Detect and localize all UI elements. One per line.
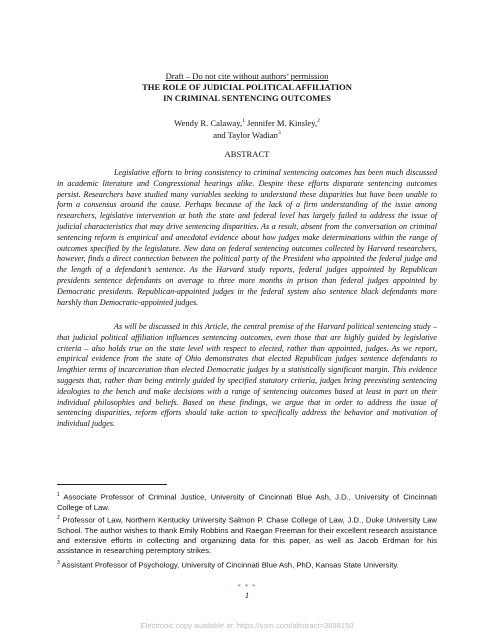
abstract-paragraph-1 (57, 168, 437, 308)
footnote-marker: 3 (277, 130, 281, 137)
author-name: Jennifer M. Kinsley, (244, 117, 318, 128)
author-line-2 (0, 128, 494, 140)
page-number: 1 (244, 590, 250, 600)
footnote-marker: 3 (57, 560, 60, 566)
author-name: Wendy R. Calaway, (174, 117, 243, 128)
paper-title (0, 82, 494, 103)
footnote-2 (57, 513, 437, 556)
title-line-1: THE ROLE OF JUDICIAL POLITICAL AFFILIATION (142, 82, 352, 92)
footnote-1 (57, 490, 437, 513)
footnote-text: Professor of Law, Northern Kentucky University Salmon P. Chase College of Law, J.D., Duke University Law School. The author wishes to thank Emily Robbins and Raegan Freeman for their excellent research assistance and extensive efforts in collecting and organizing data for this paper, as well as Jacob Erdman for his assistance in researching peremptory strikes. (57, 515, 437, 556)
footnote-marker: 1 (242, 118, 245, 124)
separator-stars: * * * (237, 583, 257, 591)
footnote-divider (57, 484, 167, 485)
paragraph-text: Legislative efforts to bring consistency to criminal sentencing outcomes has been much discussed in academic literature and Congressional hearings alike. Despite these efforts disparate sentencing outcomes persist. Researchers have studied many variables seeking to understand these disparities but have been unable to form a consensus around the cause. Perhaps because of the lack of a firm understanding of the issue among researchers, legislative intervention at both the state and federal level has largely failed to address the issue of judicial characteristics that may drive sentencing disparities. As a result, absent from the conversation on criminal sentencing reform is empirical and anecdotal evidence about how judges make determinations within the range of outcomes specified by the legislature. New data on federal sentencing outcomes collected by Harvard researchers, however, finds a direct connection between the political party of the President who appointed the federal judge and the length of a defendant’s sentence. As the Harvard study reports, federal judges appointed by Republican presidents sentence defendants on average to three more months in prison than federal judges appointed by Democratic presidents. Republican-appointed judges in the federal system also sentence black defendants more harshly than Democratic-appointed judges. (57, 168, 437, 307)
footnote-marker: 2 (57, 515, 60, 521)
draft-notice: Draft – Do not cite without authors’ permission (165, 71, 329, 81)
footnote-marker: 2 (317, 118, 320, 124)
author-line-1 (0, 116, 494, 128)
abstract-heading: ABSTRACT (224, 149, 270, 159)
footnote-3 (57, 558, 437, 571)
ssrn-watermark: Electronic copy available at: https://ssrn.com/abstract=3698150 (140, 621, 354, 630)
footnote-text: Associate Professor of Criminal Justice, University of Cincinnati Blue Ash, J.D., University of Cincinnati College of Law. (57, 492, 437, 512)
paragraph-text: As will be discussed in this Article, the central premise of the Harvard political sentencing study – that judicial political affiliation influences sentencing outcomes, even those that are highly guided by legislative criteria – also holds true on the state level with respect to elected, rather than appointed, judges. As we report, empirical evidence from the state of Ohio demonstrates that elected Republican judges sentence defendants to lengthier terms of incarceration than elected Democratic judges by a statistically significant margin. This evidence suggests that, rather than being entirely guided by specified statutory criteria, judges bring preexisting sentencing ideologies to the bench and make decisions with a range of sentencing outcomes based at least in part on their individual philosophies and beliefs. Based on these findings, we argue that in order to address the issue of sentencing disparities, reform efforts should take action to specifically address the behavior and motivation of individual judges. (57, 322, 437, 429)
abstract-paragraph-2 (57, 322, 437, 430)
title-line-2: IN CRIMINAL SENTENCING OUTCOMES (163, 92, 331, 103)
author-name: and Taylor Wadian (213, 130, 278, 141)
footnote-marker: 1 (57, 492, 60, 498)
footnote-text: Assistant Professor of Psychology, University of Cincinnati Blue Ash, PhD, Kansas State University. (59, 560, 399, 570)
author-list (0, 116, 494, 141)
